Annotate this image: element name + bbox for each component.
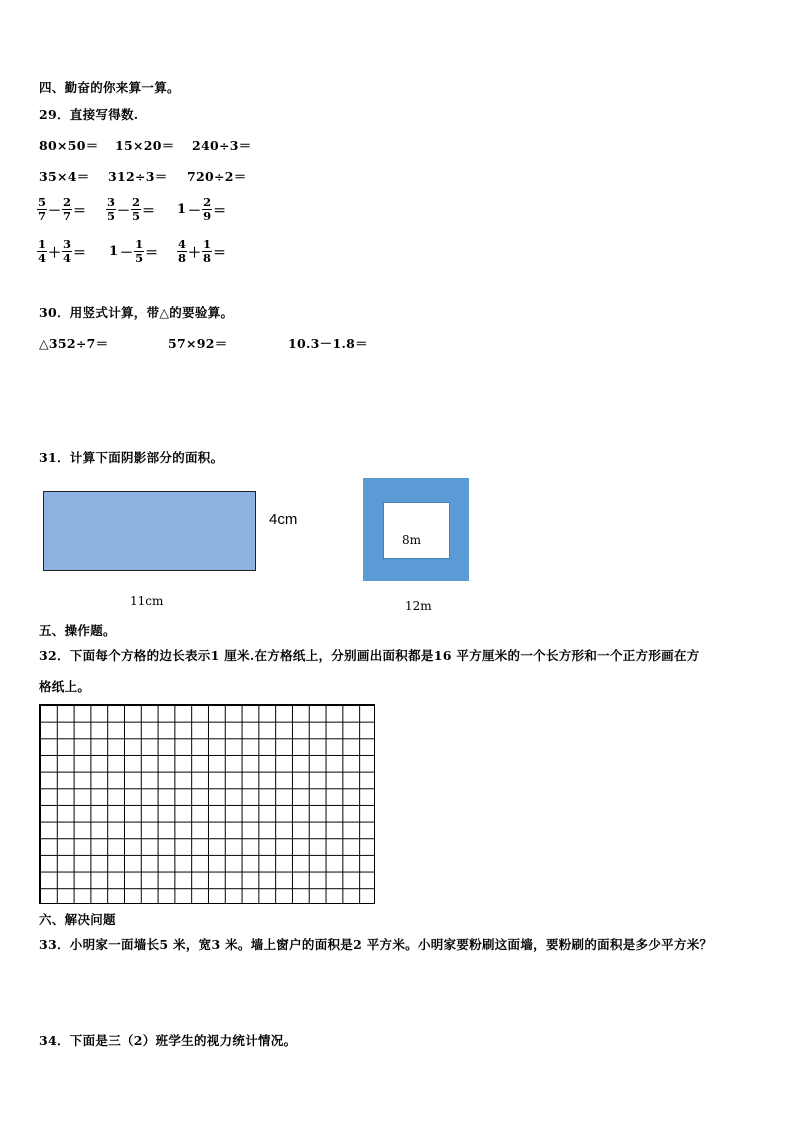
q30-item-2: 57×92＝ bbox=[168, 336, 228, 351]
fraction: $\frac{1}{8}$ bbox=[203, 237, 212, 265]
inner-white-square bbox=[383, 502, 450, 559]
shaded-square-frame bbox=[363, 478, 469, 581]
q29-r3-c1: $\frac{5}{7}$ － $\frac{2}{7}$ ＝ bbox=[38, 195, 87, 223]
q29-r4-c2: 1 － $\frac{1}{5}$ ＝ bbox=[109, 237, 159, 265]
square-grid-paper[interactable] bbox=[39, 704, 375, 904]
fraction: $\frac{2}{7}$ bbox=[63, 195, 72, 223]
q32-line2: 格纸上。 bbox=[39, 679, 91, 694]
fraction: $\frac{5}{7}$ bbox=[38, 195, 47, 223]
q30-title: 30．用竖式计算，带△的要验算。 bbox=[39, 305, 234, 320]
q30-item-1: △352÷7＝ bbox=[39, 336, 109, 351]
rect-height-label: 4cm bbox=[269, 511, 298, 528]
q29-r1-c1: 80×50＝ bbox=[39, 138, 99, 153]
q29-r2-c1: 35×4＝ bbox=[39, 169, 90, 184]
section6-heading: 六、解决问题 bbox=[39, 912, 116, 927]
fraction: $\frac{2}{5}$ bbox=[132, 195, 141, 223]
q31-title: 31．计算下面阴影部分的面积。 bbox=[39, 450, 224, 465]
section4-heading: 四、勤奋的你来算一算。 bbox=[39, 80, 180, 95]
fraction: $\frac{4}{8}$ bbox=[178, 237, 187, 265]
q29-r4-c1: $\frac{1}{4}$ ＋ $\frac{3}{4}$ ＝ bbox=[38, 237, 87, 265]
inner-label: 8m bbox=[402, 533, 422, 547]
q29-r4-c3: $\frac{4}{8}$ ＋ $\frac{1}{8}$ ＝ bbox=[178, 237, 227, 265]
q30-item-3: 10.3－1.8＝ bbox=[288, 336, 368, 351]
fraction: $\frac{1}{4}$ bbox=[38, 237, 47, 265]
section5-heading: 五、操作题。 bbox=[39, 623, 116, 638]
rect-width-label: 11cm bbox=[130, 594, 164, 608]
q29-r3-c2: $\frac{3}{5}$ － $\frac{2}{5}$ ＝ bbox=[107, 195, 156, 223]
outer-label: 12m bbox=[405, 599, 432, 613]
fraction: $\frac{3}{5}$ bbox=[107, 195, 116, 223]
q34-text: 34．下面是三（2）班学生的视力统计情况。 bbox=[39, 1033, 297, 1048]
q29-r2-c2: 312÷3＝ bbox=[108, 169, 168, 184]
fraction: $\frac{2}{9}$ bbox=[203, 195, 212, 223]
q29-r1-c3: 240÷3＝ bbox=[192, 138, 252, 153]
q33-text: 33．小明家一面墙长5 米，宽3 米。墙上窗户的面积是2 平方米。小明家要粉刷这面墙，要粉刷的面积是多少平方米？ bbox=[39, 937, 713, 952]
fraction: $\frac{3}{4}$ bbox=[63, 237, 72, 265]
q29-r2-c3: 720÷2＝ bbox=[187, 169, 247, 184]
fraction: $\frac{1}{5}$ bbox=[135, 237, 144, 265]
q32-line1: 32．下面每个方格的边长表示1 厘米.在方格纸上，分别画出面积都是16 平方厘米的一个长方形和一个正方形画在方 bbox=[39, 648, 700, 663]
q29-r1-c2: 15×20＝ bbox=[115, 138, 175, 153]
q29-r3-c3: 1 － $\frac{2}{9}$ ＝ bbox=[177, 195, 227, 223]
shaded-rectangle bbox=[43, 491, 256, 571]
q29-title: 29．直接写得数. bbox=[39, 107, 139, 122]
